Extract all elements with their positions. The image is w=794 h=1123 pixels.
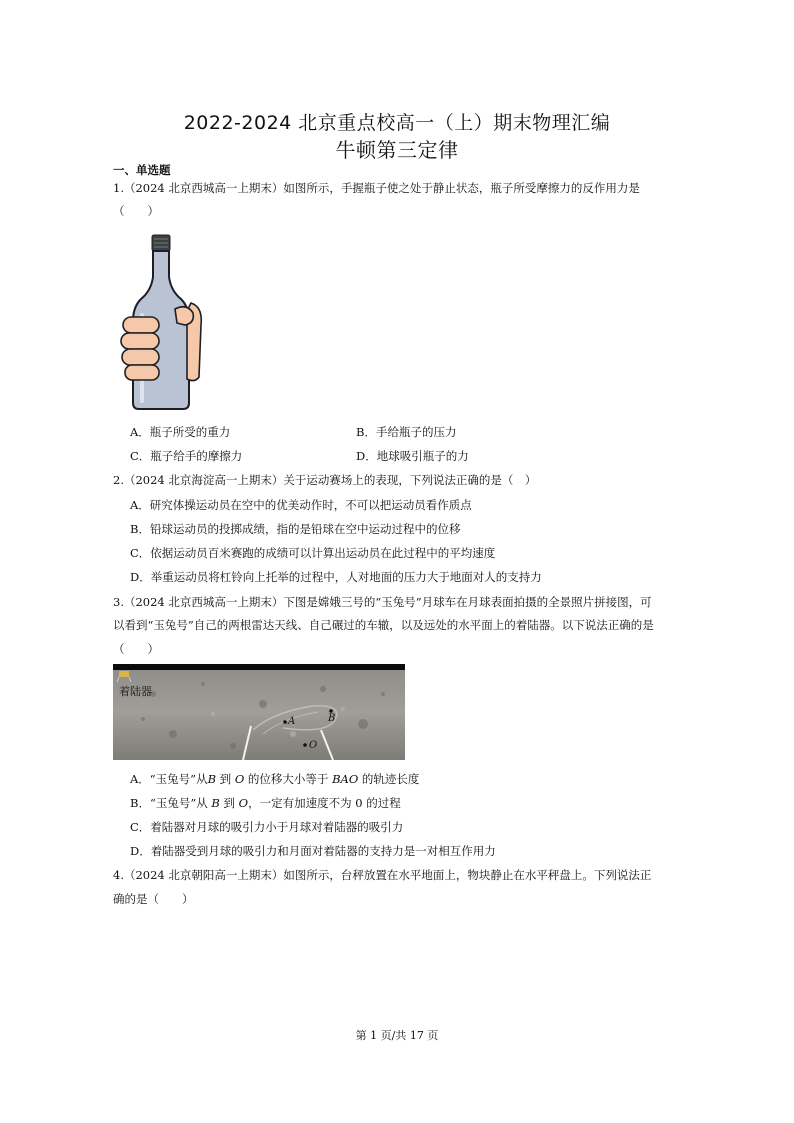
document-subtitle: 牛顿第三定律 [335,138,459,162]
page-footer: 第 1 页/共 17 页 [355,1029,439,1042]
question-1-option-a: A．瓶子所受的重力 [130,425,231,439]
question-1-option-c: C．瓶子给手的摩擦力 [130,449,243,463]
question-3-option-d: D．着陆器受到月球的吸引力和月面对着陆器的支持力是一对相互作用力 [130,844,496,858]
question-3-option-a: A．“玉兔号”从B 到 O 的位移大小等于 BAO 的轨迹长度 [130,772,420,786]
point-a-label: A [288,716,296,727]
question-4-stem-line-1: 4.（2024 北京朝阳高一上期末）如图所示，台秤放置在水平地面上，物块静止在水平秤盘上。下列说法正 [113,868,652,882]
question-2-option-b: B．铅球运动员的投掷成绩，指的是铅球在空中运动过程中的位移 [130,522,461,536]
question-1-bracket: （ ） [113,204,159,218]
question-2-option-d: D．举重运动员将杠铃向上托举的过程中，人对地面的压力大于地面对人的支持力 [130,570,542,584]
lunar-panorama-figure [113,664,405,760]
question-2-option-a: A．研究体操运动员在空中的优美动作时，不可以把运动员看作质点 [130,498,472,512]
question-4-stem-line-2: 确的是（ ） [113,892,194,906]
question-3-bracket: （ ） [113,642,159,656]
question-2-stem: 2.（2024 北京海淀高一上期末）关于运动赛场上的表现，下列说法正确的是（ ） [113,473,537,487]
question-3-option-c: C．着陆器对月球的吸引力小于月球对着陆器的吸引力 [130,820,404,834]
question-1-stem: 1.（2024 北京西城高一上期末）如图所示，手握瓶子使之处于静止状态，瓶子所受摩擦力的反作用力是 [113,181,640,195]
bottle-in-hand-figure [111,225,225,415]
point-o-label: O [309,740,318,751]
document-title: 2022-2024 北京重点校高一（上）期末物理汇编 [183,112,611,134]
question-3-stem-line-1: 3.（2024 北京西城高一上期末）下图是嫦娥三号的“玉兔号”月球车在月球表面拍摄的全景照片拼接图，可 [113,595,652,609]
question-3-stem-line-2: 以看到“玉兔号”自己的两根雷达天线、自己碾过的车辙，以及远处的水平面上的着陆器。以下说法正确的是 [113,618,654,632]
question-3-option-b: B．“玉兔号”从 B 到 O，一定有加速度不为 0 的过程 [130,796,401,810]
question-1-option-d: D．地球吸引瓶子的力 [356,449,469,463]
lander-label: 着陆器 [119,685,152,698]
point-b-label: B [328,713,336,724]
section-heading: 一、单选题 [113,163,171,177]
question-1-option-b: B．手给瓶子的压力 [356,425,457,439]
question-2-option-c: C．依据运动员百米赛跑的成绩可以计算出运动员在此过程中的平均速度 [130,546,496,560]
